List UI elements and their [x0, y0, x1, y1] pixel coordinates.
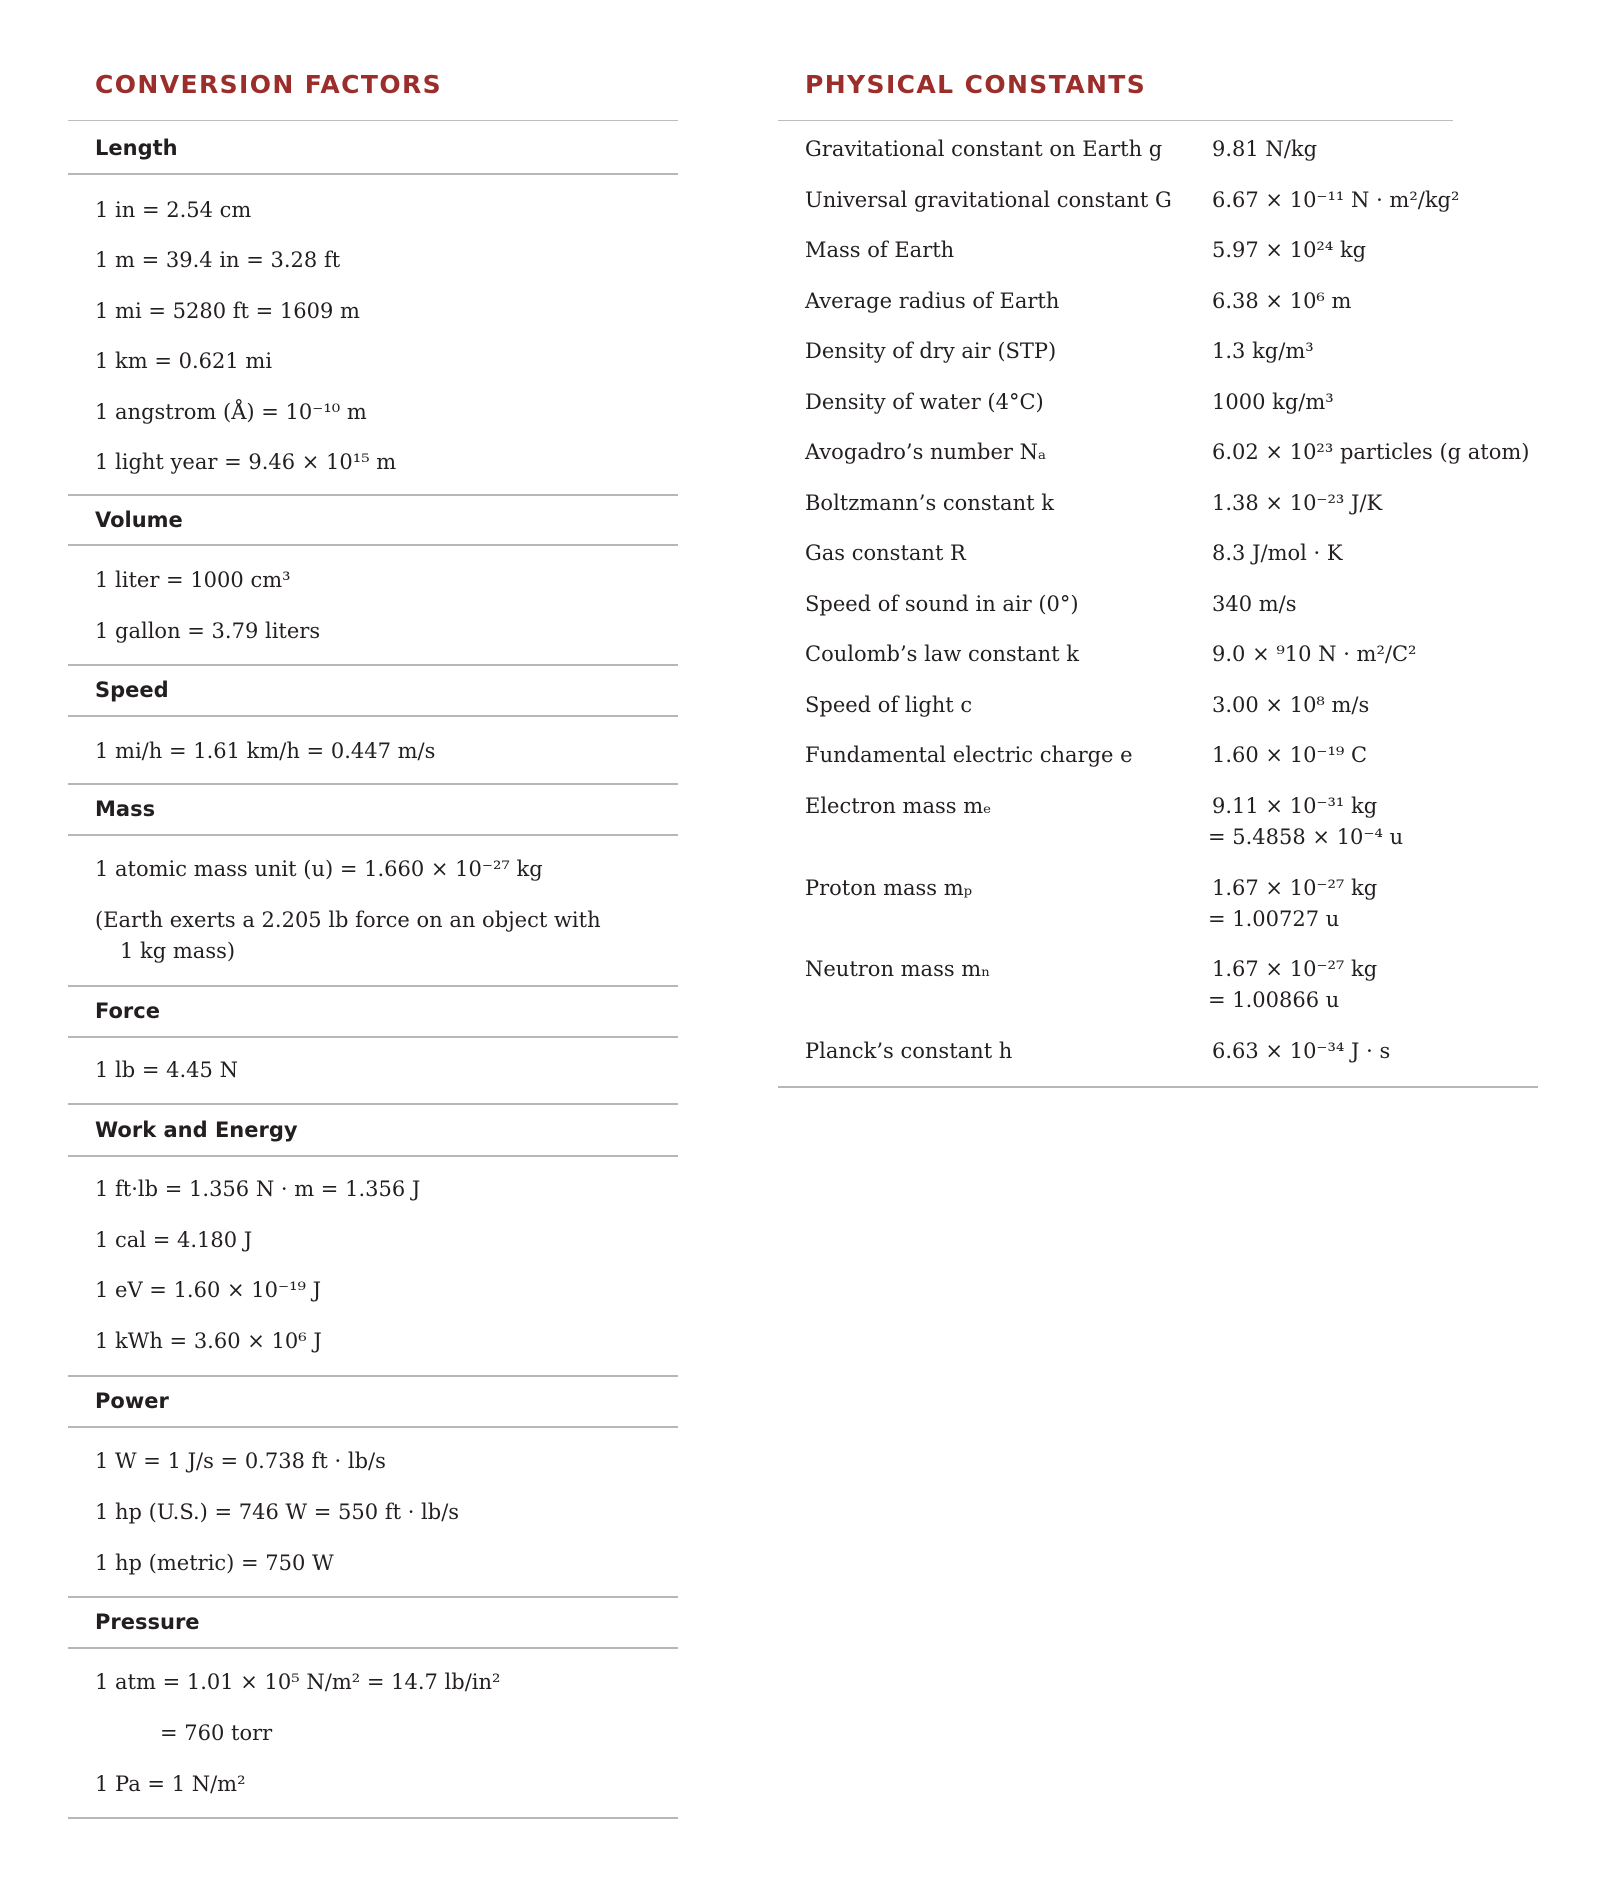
- constant-name: Avogadro’s number Nₐ: [805, 440, 1047, 464]
- divider: [68, 120, 678, 121]
- divider: [68, 1817, 678, 1819]
- divider: [68, 1375, 678, 1377]
- constant-name: Density of water (4°C): [805, 390, 1044, 414]
- conversion-line: (Earth exerts a 2.205 lb force on an object with: [95, 908, 601, 932]
- divider: [68, 494, 678, 496]
- conversion-line: 1 atm = 1.01 × 10⁵ N/m² = 14.7 lb/in²: [95, 1670, 501, 1694]
- constant-name: Speed of sound in air (0°): [805, 592, 1079, 616]
- conversion-line: 1 liter = 1000 cm³: [95, 568, 291, 592]
- conversion-line: 1 atomic mass unit (u) = 1.660 × 10⁻²⁷ kg: [95, 857, 543, 881]
- constant-name: Gravitational constant on Earth g: [805, 137, 1163, 161]
- constant-name: Mass of Earth: [805, 238, 955, 262]
- section-title-mass: Mass: [95, 797, 156, 821]
- constant-name: Density of dry air (STP): [805, 339, 1057, 363]
- constant-name: Electron mass mₑ: [805, 794, 992, 818]
- conversion-line: 1 W = 1 J/s = 0.738 ft · lb/s: [95, 1449, 386, 1473]
- conversion-line: 1 kg mass): [120, 939, 236, 963]
- constant-value-secondary: = 5.4858 × 10⁻⁴ u: [1208, 825, 1404, 849]
- constant-value: 1.38 × 10⁻²³ J/K: [1212, 491, 1383, 515]
- divider: [68, 1155, 678, 1157]
- conversion-line: 1 cal = 4.180 J: [95, 1228, 253, 1252]
- conversion-line: 1 in = 2.54 cm: [95, 198, 252, 222]
- divider: [68, 715, 678, 717]
- conversion-factors-heading: CONVERSION FACTORS: [95, 70, 443, 99]
- constant-name: Universal gravitational constant G: [805, 188, 1172, 212]
- physical-constants-heading: PHYSICAL CONSTANTS: [805, 70, 1147, 99]
- conversion-line: 1 ft·lb = 1.356 N · m = 1.356 J: [95, 1177, 421, 1201]
- divider: [68, 1426, 678, 1428]
- section-title-power: Power: [95, 1389, 169, 1413]
- divider: [68, 664, 678, 666]
- constant-value-secondary: = 1.00866 u: [1208, 988, 1340, 1012]
- constant-name: Proton mass mₚ: [805, 876, 973, 900]
- constant-value: 6.38 × 10⁶ m: [1212, 289, 1352, 313]
- conversion-line: 1 gallon = 3.79 liters: [95, 619, 321, 643]
- divider: [68, 834, 678, 836]
- constant-value: 1.67 × 10⁻²⁷ kg: [1212, 876, 1378, 900]
- conversion-line: 1 hp (metric) = 750 W: [95, 1551, 334, 1575]
- constant-value: 1.67 × 10⁻²⁷ kg: [1212, 957, 1378, 981]
- conversion-line: 1 eV = 1.60 × 10⁻¹⁹ J: [95, 1278, 322, 1302]
- constant-value: 6.63 × 10⁻³⁴ J · s: [1212, 1039, 1391, 1063]
- divider: [68, 1036, 678, 1038]
- constant-value-secondary: = 1.00727 u: [1208, 907, 1340, 931]
- conversion-line: 1 lb = 4.45 N: [95, 1058, 238, 1082]
- constant-name: Fundamental electric charge e: [805, 743, 1133, 767]
- constant-name: Speed of light c: [805, 693, 973, 717]
- constant-value: 3.00 × 10⁸ m/s: [1212, 693, 1370, 717]
- conversion-line: 1 light year = 9.46 × 10¹⁵ m: [95, 450, 397, 474]
- section-title-work-energy: Work and Energy: [95, 1118, 298, 1142]
- divider: [68, 1596, 678, 1598]
- constant-name: Gas constant R: [805, 541, 966, 565]
- divider: [68, 173, 678, 175]
- section-title-speed: Speed: [95, 678, 169, 702]
- constant-value: 9.81 N/kg: [1212, 137, 1318, 161]
- divider: [68, 783, 678, 785]
- constant-name: Coulomb’s law constant k: [805, 642, 1079, 666]
- divider: [68, 544, 678, 546]
- conversion-line: 1 Pa = 1 N/m²: [95, 1772, 246, 1796]
- constant-value: 6.02 × 10²³ particles (g atom): [1212, 440, 1530, 464]
- section-title-force: Force: [95, 999, 160, 1023]
- section-title-pressure: Pressure: [95, 1610, 200, 1634]
- conversion-line: 1 kWh = 3.60 × 10⁶ J: [95, 1329, 322, 1353]
- conversion-line: 1 hp (U.S.) = 746 W = 550 ft · lb/s: [95, 1500, 460, 1524]
- constant-value: 1.60 × 10⁻¹⁹ C: [1212, 743, 1368, 767]
- section-title-volume: Volume: [95, 508, 183, 532]
- constant-value: 9.0 × ⁹10 N · m²/C²: [1212, 642, 1417, 666]
- constant-value: 9.11 × 10⁻³¹ kg: [1212, 794, 1378, 818]
- divider: [68, 985, 678, 987]
- constant-name: Neutron mass mₙ: [805, 957, 991, 981]
- divider: [778, 1086, 1538, 1088]
- constant-value: 340 m/s: [1212, 592, 1297, 616]
- conversion-line: 1 mi/h = 1.61 km/h = 0.447 m/s: [95, 739, 436, 763]
- divider: [68, 1103, 678, 1105]
- constant-value: 1000 kg/m³: [1212, 390, 1334, 414]
- constant-value: 1.3 kg/m³: [1212, 339, 1314, 363]
- constant-value: 8.3 J/mol · K: [1212, 541, 1343, 565]
- constant-value: 6.67 × 10⁻¹¹ N · m²/kg²: [1212, 188, 1460, 212]
- divider: [778, 120, 1453, 121]
- constant-name: Average radius of Earth: [805, 289, 1060, 313]
- conversion-line: 1 km = 0.621 mi: [95, 349, 273, 373]
- conversion-line: 1 m = 39.4 in = 3.28 ft: [95, 248, 341, 272]
- conversion-line: = 760 torr: [160, 1721, 273, 1745]
- constant-name: Boltzmann’s constant k: [805, 491, 1054, 515]
- conversion-line: 1 mi = 5280 ft = 1609 m: [95, 299, 360, 323]
- section-title-length: Length: [95, 136, 178, 160]
- conversion-line: 1 angstrom (Å) = 10⁻¹⁰ m: [95, 400, 367, 424]
- divider: [68, 1647, 678, 1649]
- constant-name: Planck’s constant h: [805, 1039, 1013, 1063]
- constant-value: 5.97 × 10²⁴ kg: [1212, 238, 1367, 262]
